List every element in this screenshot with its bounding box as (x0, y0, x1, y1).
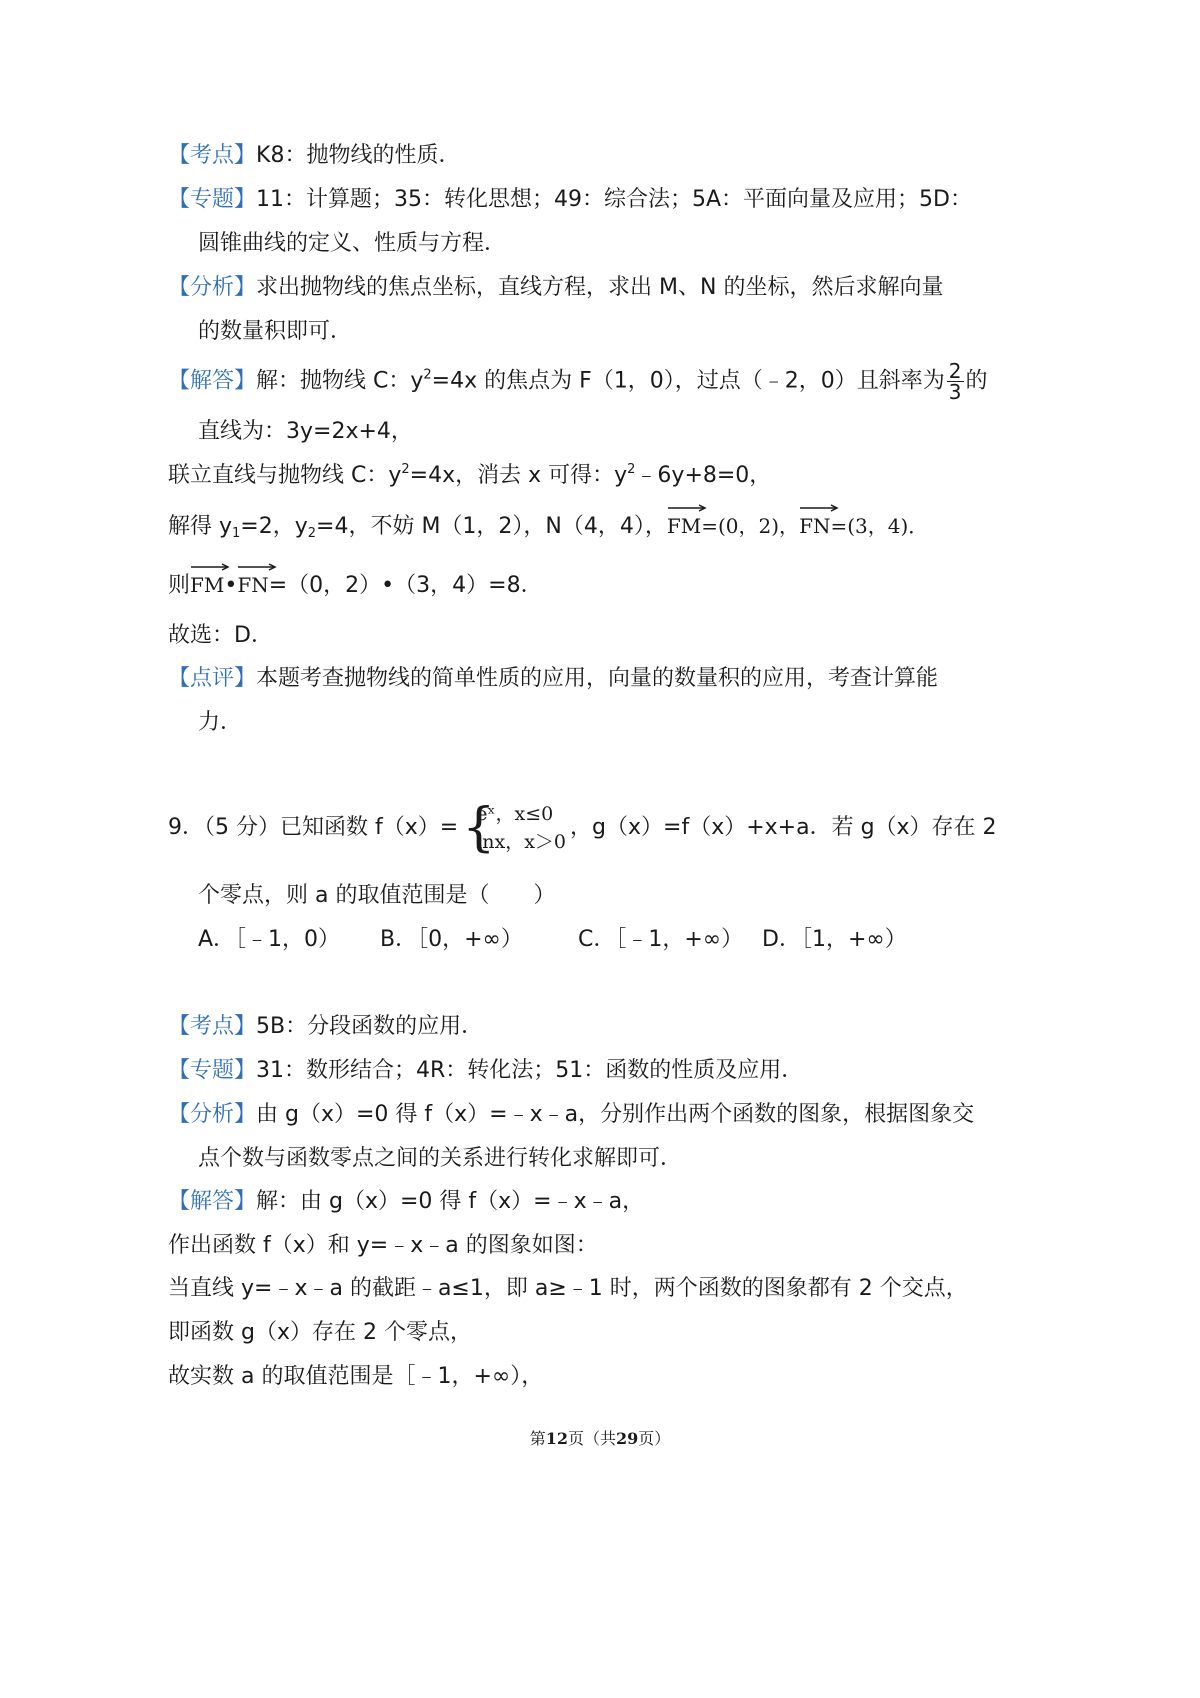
jieda-tag: 【解答】 (168, 368, 257, 394)
footer-page-number: 12 (545, 1429, 568, 1448)
superscript: 2 (401, 462, 410, 477)
vector-fn-label: FN (237, 573, 269, 597)
jieda-text-b: =4x 的焦点为 F（1，0），过点（﹣2，0）且斜率为 (431, 368, 945, 394)
q9-zhuanti-line (168, 1055, 803, 1087)
q9-jieda-line3: 当直线 y=﹣x﹣a 的截距﹣a≤1，即 a≥﹣1 时，两个函数的图象都有 2 个交点， (168, 1276, 968, 1301)
jieda3-b: =4x，消去 x 可得：y (409, 463, 628, 488)
footer-mid: 页（共 (567, 1429, 616, 1448)
piecewise-function (462, 800, 566, 856)
jieda4-c: =4，不妨 M（1，2），N（4，4）， (316, 514, 667, 539)
jieda-text: 解：由 g（x）=0 得 f（x）=﹣x﹣a， (256, 1189, 645, 1214)
q9-jieda-line5: 故实数 a 的取值范围是［﹣1，+∞）， (168, 1364, 544, 1389)
dianping-tag: 【点评】 (168, 666, 257, 691)
q8-jieda-line (168, 361, 988, 402)
q9-jieda-line (168, 1186, 644, 1218)
q8-guxuan: 故选：D． (168, 623, 273, 648)
q8-zhuanti-cont: 圆锥曲线的定义、性质与方程． (198, 231, 507, 256)
vector-fn (799, 510, 830, 542)
vector-arrow-icon (190, 563, 230, 571)
zhuanti-text: 11：计算题；35：转化思想；49：综合法；5A：平面向量及应用；5D： (256, 187, 972, 212)
vector-fn-label: FN (799, 514, 831, 538)
vector-fm-label: FM (190, 573, 225, 597)
q9-option-b: B．［0，+∞） (380, 927, 523, 952)
q9-jieda-line4: 即函数 g（x）存在 2 个零点， (168, 1320, 472, 1345)
jieda3-c: ﹣6y+8=0， (635, 463, 772, 488)
fraction-numerator: 2 (948, 359, 962, 383)
superscript: 2 (423, 367, 432, 383)
dot-product: • (224, 573, 238, 598)
page-footer (0, 1426, 1200, 1449)
subscript: 1 (232, 526, 241, 541)
jieda4-d: =(0，2)， (701, 514, 800, 538)
q9-option-a: A．［﹣1，0） (198, 927, 341, 952)
q8-jieda-line2: 直线为：3y=2x+4， (198, 419, 413, 444)
footer-total-pages: 29 (616, 1429, 639, 1448)
fenxi-tag: 【分析】 (168, 275, 257, 300)
jieda-text-a: 解：抛物线 C：y (256, 368, 424, 394)
kaodian-text: K8：抛物线的性质． (256, 143, 461, 168)
q9-stem-b: ，g（x）=f（x）+x+a．若 g（x）存在 2 (570, 815, 997, 840)
q8-fenxi-line (168, 272, 943, 304)
q8-dianping-cont: 力． (198, 710, 243, 735)
q9-kaodian-line (168, 1011, 483, 1043)
jieda4-b: =2，y (240, 514, 308, 539)
jieda5-c: =（0，2）•（3，4）=8． (268, 573, 543, 598)
vector-fm (190, 569, 224, 601)
zhuanti-tag: 【专题】 (168, 187, 257, 212)
jieda4-e: =(3，4)． (830, 514, 929, 538)
kaodian-tag: 【考点】 (168, 143, 257, 168)
q8-jieda-line5 (168, 569, 543, 602)
q9-option-c: C．［﹣1，+∞） (578, 927, 744, 952)
fraction-denominator: 3 (948, 380, 962, 404)
fenxi-text: 由 g（x）=0 得 f（x）=﹣x﹣a，分别作出两个函数的图象，根据图象交 (256, 1102, 975, 1127)
vector-arrow-icon (237, 563, 277, 571)
vector-fm (667, 510, 701, 542)
fenxi-text: 求出抛物线的焦点坐标，直线方程，求出 M、N 的坐标，然后求解向量 (256, 275, 944, 300)
subscript: 2 (307, 526, 317, 541)
vector-fn (237, 569, 268, 601)
jieda3-a: 联立直线与抛物线 C：y (168, 463, 402, 488)
q8-dianping-line (168, 663, 938, 695)
zhuanti-text: 31：数形结合；4R：转化法；51：函数的性质及应用． (256, 1058, 804, 1083)
zhuanti-tag: 【专题】 (168, 1058, 257, 1083)
jieda-text-c: 的 (965, 368, 988, 394)
vector-fm-label: FM (666, 514, 702, 538)
jieda5-a: 则 (168, 573, 191, 598)
piecewise-row-1: eˣ，x≤0 (476, 803, 554, 825)
jieda4-a: 解得 y (168, 514, 233, 539)
jieda-tag: 【解答】 (168, 1189, 257, 1214)
fenxi-tag: 【分析】 (168, 1102, 257, 1127)
piecewise-row-2: lnx，x＞0 (476, 831, 567, 853)
footer-post: 页） (638, 1429, 671, 1448)
brace-icon: { (462, 798, 496, 858)
kaodian-text: 5B：分段函数的应用． (256, 1014, 484, 1039)
q9-fenxi-cont: 点个数与函数零点之间的关系进行转化求解即可． (198, 1146, 683, 1171)
q9-option-d: D．［1，+∞） (762, 927, 907, 952)
q9-stem-a: 9．（5 分）已知函数 f（x）= (168, 815, 459, 840)
q9-jieda-line2: 作出函数 f（x）和 y=﹣x﹣a 的图象如图： (168, 1233, 598, 1258)
superscript: 2 (627, 462, 636, 477)
dianping-text: 本题考查抛物线的简单性质的应用，向量的数量积的应用，考查计算能 (256, 666, 939, 691)
fraction-two-thirds (947, 361, 964, 402)
q9-stem-line (168, 798, 997, 858)
vector-arrow-icon (799, 504, 839, 512)
q8-jieda-line4 (168, 510, 928, 543)
kaodian-tag: 【考点】 (168, 1014, 257, 1039)
q8-zhuanti-line (168, 184, 972, 216)
q9-fenxi-line (168, 1099, 974, 1131)
footer-pre: 第 (529, 1429, 546, 1448)
q8-kaodian-line (168, 140, 460, 172)
q8-jieda-line3 (168, 460, 771, 492)
vector-arrow-icon (667, 504, 707, 512)
q9-stem-cont: 个零点，则 a 的取值范围是（ ） (198, 883, 556, 908)
q8-fenxi-cont: 的数量积即可． (198, 319, 353, 344)
